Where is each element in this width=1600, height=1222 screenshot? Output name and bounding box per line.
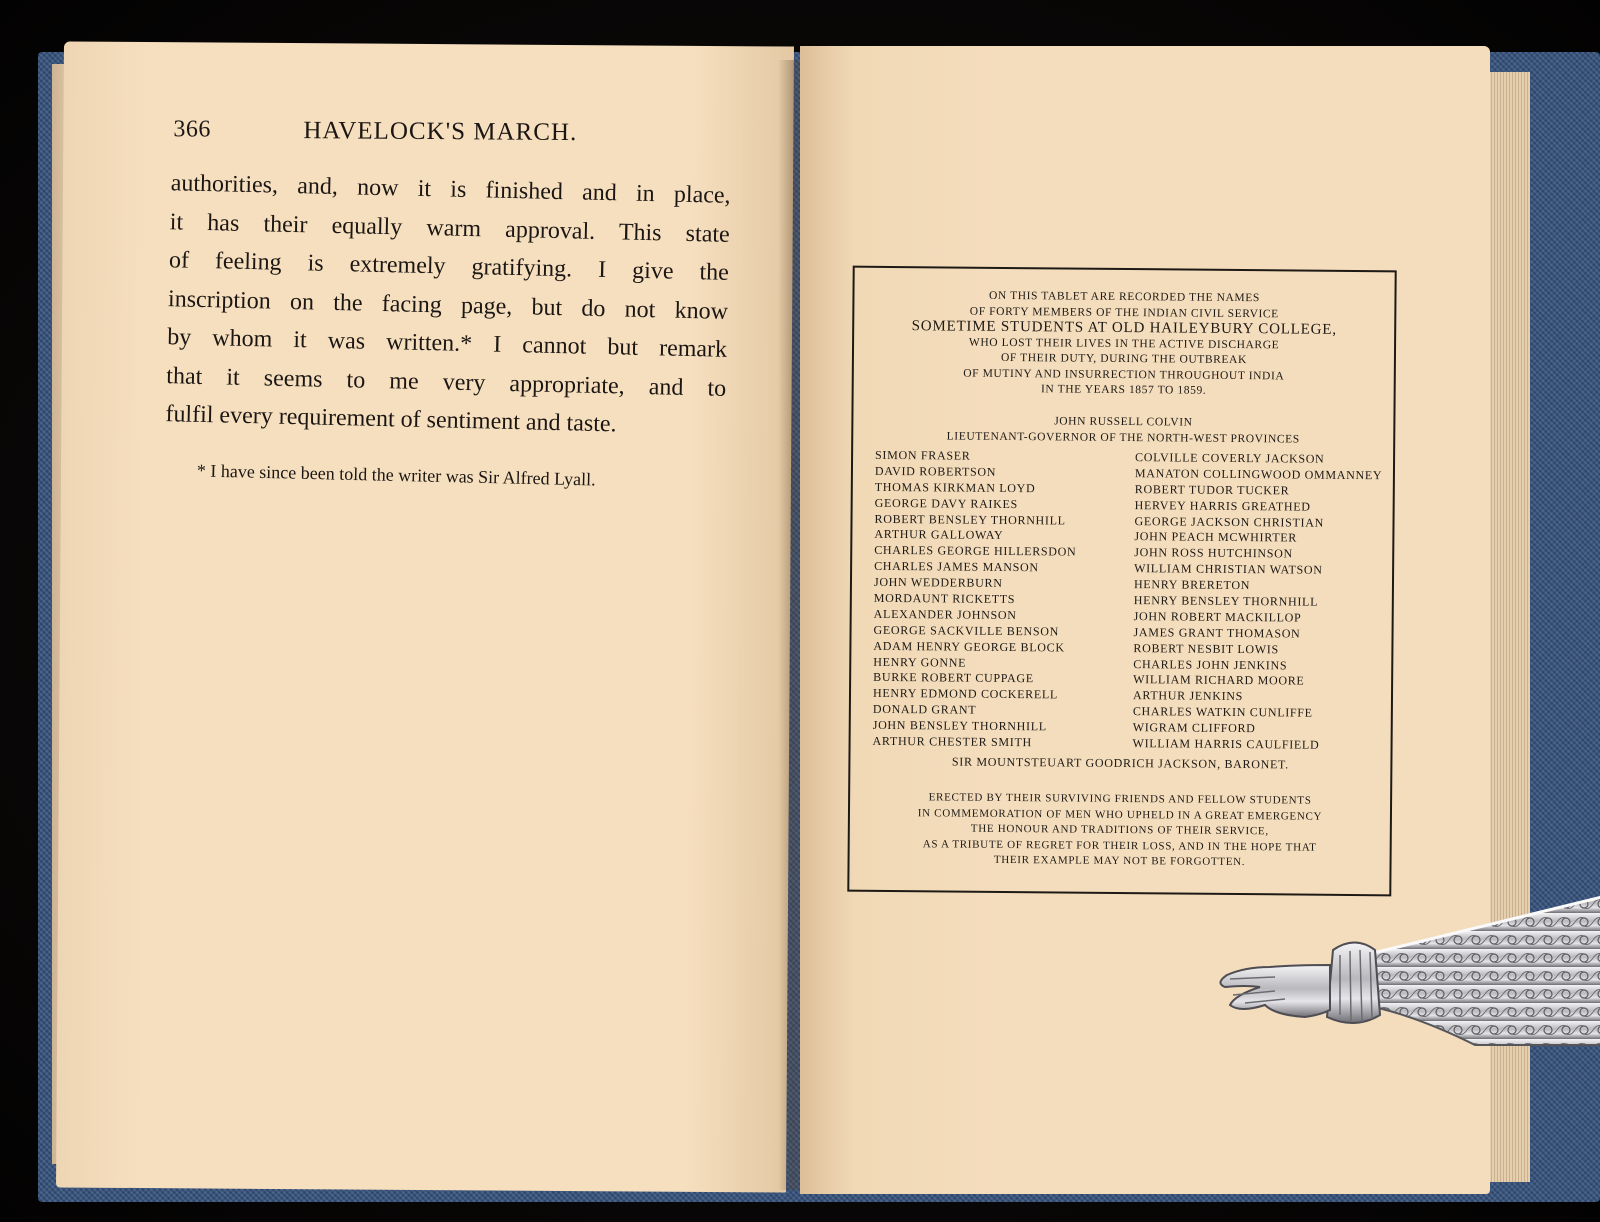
name-entry: MANATON COLLINGWOOD OMMANNEY xyxy=(1134,465,1383,483)
name-entry: THOMAS KIRKMAN LOYD xyxy=(874,479,1036,496)
dedication-block xyxy=(849,790,1390,872)
body-paragraph xyxy=(165,164,731,446)
governor-title: LIEUTENANT-GOVERNOR OF THE NORTH-WEST PROVINCES xyxy=(946,430,1300,446)
name-entry: JAMES GRANT THOMASON xyxy=(1133,624,1301,641)
name-entry: HENRY EDMOND COCKERELL xyxy=(872,686,1059,702)
name-entry: JOHN ROBERT MACKILLOP xyxy=(1133,609,1302,625)
intro-line: OF FORTY MEMBERS OF THE INDIAN CIVIL SERVICE xyxy=(969,305,1279,320)
body-line: authorities, and, now it is finished and in place, xyxy=(170,170,731,209)
name-entry: WILLIAM RICHARD MOORE xyxy=(1133,672,1305,689)
running-title: HAVELOCK'S MARCH. xyxy=(303,117,578,147)
governor-name: JOHN RUSSELL COLVIN xyxy=(1054,415,1193,429)
name-entry: MORDAUNT RICKETTS xyxy=(873,590,1016,607)
name-entry: DONALD GRANT xyxy=(872,702,977,717)
left-page xyxy=(56,41,794,1192)
dedication-line: THEIR EXAMPLE MAY NOT BE FORGOTTEN. xyxy=(993,853,1246,869)
names-column-left xyxy=(873,448,1078,752)
name-entry: HENRY BENSLEY THORNHILL xyxy=(1133,593,1319,609)
name-entry: WILLIAM HARRIS CAULFIELD xyxy=(1132,736,1320,752)
name-entry: JOHN ROSS HUTCHINSON xyxy=(1134,545,1293,561)
name-entry: ROBERT TUDOR TUCKER xyxy=(1134,481,1290,498)
name-entry: JOHN WEDDERBURN xyxy=(873,574,1003,591)
body-line: it has their equally warm approval. This state xyxy=(169,208,731,248)
name-entry: ADAM HENRY GEORGE BLOCK xyxy=(873,638,1065,655)
name-entry: CHARLES GEORGE HILLERSDON xyxy=(874,543,1077,559)
names-column-right xyxy=(1133,450,1383,754)
tablet-intro xyxy=(854,288,1395,401)
body-line: by whom it was written.* I cannot but remark xyxy=(166,324,728,363)
name-entry: HERVEY HARRIS GREATHED xyxy=(1134,497,1311,514)
name-entry: SIMON FRASER xyxy=(875,447,971,463)
name-entry: CHARLES JOHN JENKINS xyxy=(1133,656,1288,673)
name-entry: ALEXANDER JOHNSON xyxy=(873,606,1017,622)
name-entry: BURKE ROBERT CUPPAGE xyxy=(873,670,1034,686)
name-entry: ARTHUR GALLOWAY xyxy=(874,527,1004,543)
name-entry: ROBERT BENSLEY THORNHILL xyxy=(874,511,1066,528)
name-entry: HENRY GONNE xyxy=(873,654,967,670)
name-entry: HENRY BRERETON xyxy=(1133,577,1251,593)
running-head xyxy=(173,116,733,147)
governor-block xyxy=(853,412,1393,449)
body-line: of feeling is extremely gratifying. I give the xyxy=(168,247,730,286)
name-entry: WILLIAM CHRISTIAN WATSON xyxy=(1134,561,1323,577)
name-entry: WIGRAM CLIFFORD xyxy=(1132,720,1256,736)
name-entry: DAVID ROBERTSON xyxy=(874,463,997,479)
intro-line: OF MUTINY AND INSURRECTION THROUGHOUT INDIA xyxy=(963,367,1285,382)
name-entry: GEORGE DAVY RAIKES xyxy=(874,495,1019,511)
name-entry: GEORGE JACKSON CHRISTIAN xyxy=(1134,513,1325,530)
footnote: * I have since been told the writer was Sir Alfred Lyall. xyxy=(196,460,596,490)
intro-emphasis-line: SOMETIME STUDENTS AT OLD HAILEYBURY COLLEGE, xyxy=(911,318,1337,338)
dedication-line: ERECTED BY THEIR SURVIVING FRIENDS AND FELLOW STUDENTS xyxy=(928,791,1312,807)
name-entry: GEORGE SACKVILLE BENSON xyxy=(873,622,1060,639)
body-line: inscription on the facing page, but do not know xyxy=(167,285,729,325)
name-entry: COLVILLE COVERLY JACKSON xyxy=(1135,450,1325,466)
name-entry: JOHN BENSLEY THORNHILL xyxy=(872,717,1047,734)
intro-line: ON THIS TABLET ARE RECORDED THE NAMES xyxy=(988,289,1260,305)
memorial-tablet-inscription xyxy=(847,266,1396,897)
body-line: that it seems to me very appropriate, and to xyxy=(166,362,727,402)
name-entry: ARTHUR JENKINS xyxy=(1132,688,1244,704)
dedication-line: AS A TRIBUTE OF REGRET FOR THEIR LOSS, AND IN THE HOPE THAT xyxy=(922,837,1317,854)
intro-line: OF THEIR DUTY, DURING THE OUTBREAK xyxy=(1000,351,1247,367)
intro-line: IN THE YEARS 1857 TO 1859. xyxy=(1040,383,1207,397)
name-entry: CHARLES WATKIN CUNLIFFE xyxy=(1132,704,1313,720)
body-line: fulfil every requirement of sentiment and taste. xyxy=(165,401,617,438)
name-entry: JOHN PEACH MCWHIRTER xyxy=(1134,529,1298,545)
page-number: 366 xyxy=(173,116,211,143)
dedication-line: IN COMMEMORATION OF MEN WHO UPHELD IN A GREAT EMERGENCY xyxy=(917,806,1323,823)
name-entry: CHARLES JAMES MANSON xyxy=(874,559,1039,575)
intro-line: WHO LOST THEIR LIVES IN THE ACTIVE DISCHARGE xyxy=(968,336,1280,351)
silver-hand-bookmark-clip-icon xyxy=(1215,895,1600,1055)
final-name: SIR MOUNTSTEUART GOODRICH JACKSON, BARONET. xyxy=(951,754,1289,772)
dedication-line: THE HONOUR AND TRADITIONS OF THEIR SERVICE, xyxy=(970,822,1269,838)
name-entry: ARTHUR CHESTER SMITH xyxy=(872,733,1032,750)
name-entry: ROBERT NESBIT LOWIS xyxy=(1133,640,1279,657)
